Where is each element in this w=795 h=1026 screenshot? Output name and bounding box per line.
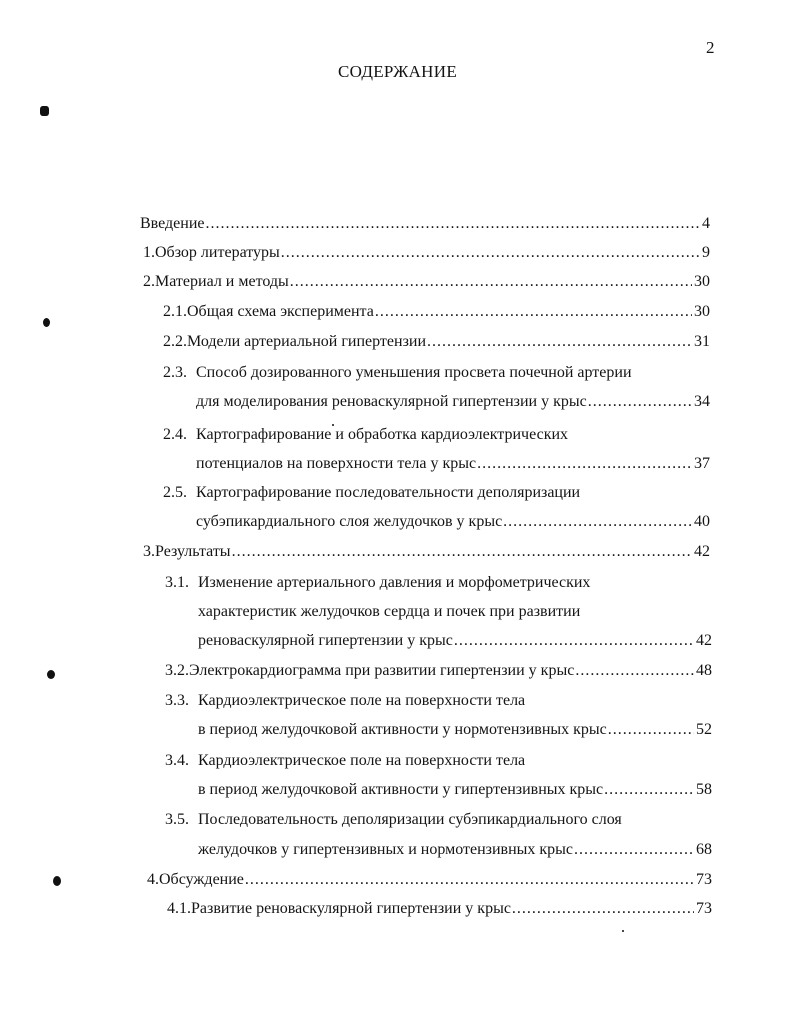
toc-entry-number: 3.3. [165, 692, 189, 709]
leader-dots [477, 453, 692, 475]
leader-dots [290, 271, 692, 293]
toc-entry-2-4-line1[interactable] [163, 424, 568, 446]
toc-entry-page: 73 [696, 900, 712, 917]
toc-entry-text: Развитие реноваскулярной гипертензии у крыс [191, 900, 511, 917]
toc-entry-page: 4 [702, 215, 710, 232]
toc-entry-number: 2. [143, 273, 155, 290]
toc-entry-number: 2.3. [163, 364, 187, 381]
toc-entry-text: Общая схема эксперимента [187, 303, 374, 320]
toc-entry-2-5-line2[interactable] [196, 511, 710, 533]
toc-entry-number: 3.1. [165, 574, 189, 591]
toc-entry-number: 4.1. [167, 900, 191, 917]
toc-entry-number: 2.1. [163, 303, 187, 320]
toc-entry-2-4-line2[interactable] [196, 453, 710, 475]
toc-entry-page: 30 [694, 303, 710, 320]
leader-dots [503, 511, 692, 533]
toc-entry-number: 4. [147, 871, 159, 888]
page-title: СОДЕРЖАНИЕ [337, 62, 458, 81]
toc-entry-3-3-line1[interactable] [165, 690, 525, 712]
toc-entry-page: 52 [696, 721, 712, 738]
toc-entry-3-1-line3[interactable] [198, 630, 712, 652]
leader-dots [245, 869, 694, 891]
toc-entry-number: 2.5. [163, 484, 187, 501]
toc-entry-text: Кардиоэлектрическое поле на поверхности тела [198, 692, 526, 709]
toc-entry-text: Электрокардиограмма при развитии гипертензии у крыс [189, 662, 575, 679]
toc-entry-page: 31 [694, 333, 710, 350]
toc-entry-number: 2.2. [163, 333, 187, 350]
toc-entry-page: 68 [696, 841, 712, 858]
toc-entry-number: 3. [143, 543, 155, 560]
toc-entry-4-1[interactable] [167, 898, 712, 920]
toc-entry-page: 58 [696, 781, 712, 798]
leader-dots [427, 331, 692, 353]
leader-dots [375, 301, 692, 323]
leader-dots [574, 839, 694, 861]
toc-entry-text: субэпикардиального слоя желудочков у крыс [196, 513, 503, 530]
toc-entry-2-2[interactable] [163, 331, 710, 353]
toc-entry-page: 34 [694, 393, 710, 410]
toc-entry-page: 42 [696, 632, 712, 649]
toc-entry-2-1[interactable] [163, 301, 710, 323]
leader-dots [232, 541, 692, 563]
toc-entry-text: Картографирование последовательности деполяризации [196, 484, 581, 501]
leader-dots [588, 391, 692, 413]
toc-entry-2-3-line2[interactable] [196, 391, 710, 413]
toc-entry-2-5-line1[interactable] [163, 482, 580, 504]
leader-dots [206, 213, 701, 235]
toc-entry-3-1-line2[interactable] [198, 601, 580, 623]
leader-dots [454, 630, 694, 652]
toc-entry-page: 40 [694, 513, 710, 530]
toc-entry-text: Результаты [155, 543, 231, 560]
toc-entry-3-2[interactable] [165, 660, 712, 682]
leader-dots [575, 660, 694, 682]
toc-entry-2[interactable] [143, 271, 710, 293]
toc-entry-text: Введение [140, 215, 205, 232]
toc-entry-page: 37 [694, 455, 710, 472]
page-number: 2 [706, 38, 715, 57]
toc-entry-number: 3.2. [165, 662, 189, 679]
toc-entry-3[interactable] [143, 541, 710, 563]
toc-entry-text: Обзор литературы [155, 244, 280, 261]
toc-entry-number: 3.5. [165, 811, 189, 828]
toc-entry-text: Изменение артериального давления и морфометрических [198, 574, 591, 591]
toc-entry-intro[interactable] [140, 213, 710, 235]
toc-entry-text: Картографирование и обработка кардиоэлектрических [196, 426, 569, 443]
toc-entry-3-4-line1[interactable] [165, 750, 525, 772]
toc-entry-text: Последовательность деполяризации субэпикардиального слоя [198, 811, 622, 828]
leader-dots [604, 779, 694, 801]
toc-entry-3-3-line2[interactable] [198, 719, 712, 741]
toc-entry-page: 73 [696, 871, 712, 888]
toc-entry-page: 30 [694, 273, 710, 290]
toc-entry-page: 9 [702, 244, 710, 261]
toc-entry-text: реноваскулярной гипертензии у крыс [198, 632, 453, 649]
toc-entry-number: 1. [143, 244, 155, 261]
toc-entry-text: Материал и методы [155, 273, 289, 290]
toc-entry-page: 42 [694, 543, 710, 560]
toc-entry-3-1-line1[interactable] [165, 572, 590, 594]
toc-entry-text: Обсуждение [159, 871, 244, 888]
toc-entry-text: Модели артериальной гипертензии [187, 333, 427, 350]
toc-entry-2-3-line1[interactable] [163, 362, 632, 384]
toc-entry-text: для моделирования реноваскулярной гипертензии у крыс [196, 393, 587, 410]
toc-entry-number: 2.4. [163, 426, 187, 443]
toc-entry-text: в период желудочковой активности у гипертензивных крыс [198, 781, 604, 798]
toc-entry-text: характеристик желудочков сердца и почек при развитии [198, 603, 581, 620]
toc-entry-text: желудочков у гипертензивных и нормотензивных крыс [198, 841, 574, 858]
toc-entry-3-5-line2[interactable] [198, 839, 712, 861]
leader-dots [512, 898, 694, 920]
toc-entry-text: Способ дозированного уменьшения просвета почечной артерии [196, 364, 632, 381]
toc-entry-text: Кардиоэлектрическое поле на поверхности тела [198, 752, 526, 769]
toc-entry-number: 3.4. [165, 752, 189, 769]
toc-entry-page: 48 [696, 662, 712, 679]
leader-dots [281, 242, 700, 264]
toc-entry-text: в период желудочковой активности у нормотензивных крыс [198, 721, 607, 738]
toc-entry-text: потенциалов на поверхности тела у крыс [196, 455, 477, 472]
leader-dots [608, 719, 694, 741]
toc-entry-4[interactable] [147, 869, 712, 891]
toc-entry-1[interactable] [143, 242, 710, 264]
toc-entry-3-5-line1[interactable] [165, 809, 622, 831]
toc-entry-3-4-line2[interactable] [198, 779, 712, 801]
